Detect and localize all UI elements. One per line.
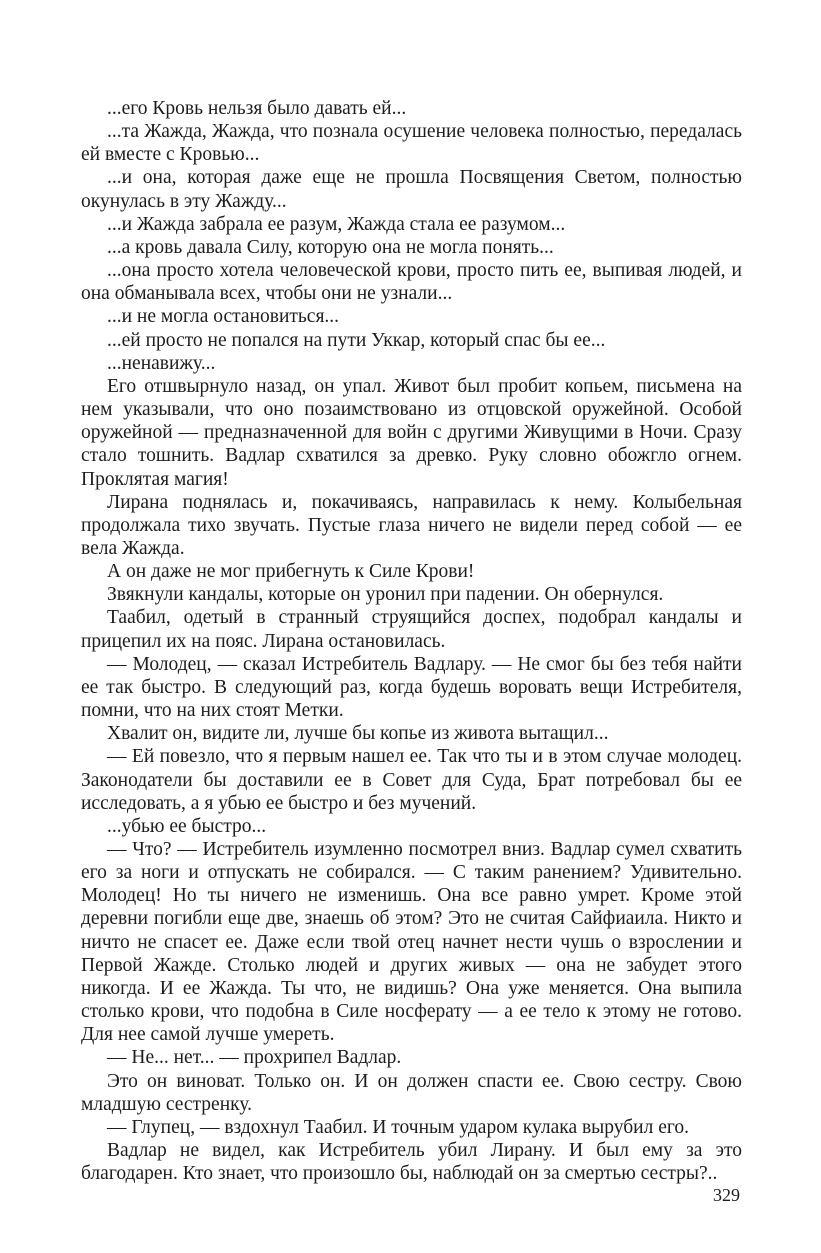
page-number: 329 <box>713 1185 740 1205</box>
paragraph-4: ...и Жажда забрала ее разум, Жажда стала ее разумом... <box>107 213 566 235</box>
paragraph-6: ...она просто хотела человеческой крови, просто пить ее, выпивая людей, и она обманывала всех, чтобы они не узнали... <box>81 260 742 305</box>
paragraph-16: Хвалит он, видите ли, лучше бы копье из живота вытащил... <box>107 723 609 745</box>
paragraph-2: ...та Жажда, Жажда, что познала осушение человека полностью, передалась ей вместе с Кровью... <box>81 121 742 166</box>
paragraph-17: — Ей повезло, что я первым нашел ее. Так что ты и в этом случае молодец. Законодатели бы доставили ее в Совет для Суда, Брат потребовал бы ее исследовать, а я убью ее быстро и без мучений. <box>81 746 742 814</box>
paragraph-3: ...и она, которая даже еще не прошла Посвящения Светом, полностью окунулась в эту Жажду... <box>81 167 742 212</box>
paragraph-23: Вадлар не видел, как Истребитель убил Лирану. И был ему за это благодарен. Кто знает, что произошло бы, наблюдай он за смертью сестры?.. <box>81 1140 742 1185</box>
paragraph-11: Лирана поднялась и, покачиваясь, направилась к нему. Колыбельная продолжала тихо звучать. Пустые глаза ничего не видели перед собой — ее вела Жажда. <box>81 491 742 559</box>
paragraph-18: ...убью ее быстро... <box>107 815 267 837</box>
paragraph-22: — Глупец, — вздохнул Таабил. И точным ударом кулака вырубил его. <box>107 1116 690 1138</box>
paragraph-8: ...ей просто не попался на пути Уккар, который спас бы ее... <box>107 329 606 351</box>
paragraph-7: ...и не могла остановиться... <box>107 306 340 328</box>
paragraph-20: — Не... нет... — прохрипел Вадлар. <box>107 1047 402 1069</box>
paragraph-10: Его отшвырнуло назад, он упал. Живот был пробит копьем, письмена на нем указывали, что оно позаимствовано из отцовской оружейной. Особой оружейной — предназначенной для войн с другими Живущими в Ночи. Сразу стало тошнить. Вадлар схватился за древко. Руку словно обожгло огнем. Проклятая магия! <box>81 375 742 490</box>
paragraph-19: — Что? — Истребитель изумленно посмотрел вниз. Вадлар сумел схватить его за ноги и отпускать не собирался. — С таким ранением? Удивительно. Молодец! Но ты ничего не изменишь. Она все равно умрет. Кроме этой деревни погибли еще две, знаешь об этом? Это не считая Сайфиаила. Никто и ничто не спасет ее. Даже если твой отец начнет нести чушь о взрослении и Первой Жажде. Столько людей и других живых — она не забудет этого никогда. И ее Жажда. Ты что, не видишь? Она уже меняется. Она выпила столько крови, что подобна в Силе носферату — а ее тело к этому не готово. Для нее самой лучше умереть. <box>81 839 742 1046</box>
paragraph-1: ...его Кровь нельзя было давать ей... <box>107 98 407 119</box>
paragraph-5: ...а кровь давала Силу, которую она не могла понять... <box>107 236 554 258</box>
paragraph-21: Это он виноват. Только он. И он должен спасти ее. Свою сестру. Свою младшую сестренку. <box>81 1070 742 1115</box>
paragraph-12: А он даже не мог прибегнуть к Силе Крови! <box>107 561 475 583</box>
paragraph-14: Таабил, одетый в странный струящийся доспех, подобрал кандалы и прицепил их на пояс. Лирана остановилась. <box>81 607 742 652</box>
paragraph-9: ...ненавижу... <box>107 352 216 374</box>
paragraph-13: Звякнули кандалы, которые он уронил при падении. Он обернулся. <box>107 584 664 606</box>
page-text <box>81 97 742 1185</box>
paragraph-15: — Молодец, — сказал Истребитель Вадлару. — Не смог бы без тебя найти ее так быстро. В следующий раз, когда будешь воровать вещи Истребителя, помни, что на них стоят Метки. <box>81 653 742 722</box>
